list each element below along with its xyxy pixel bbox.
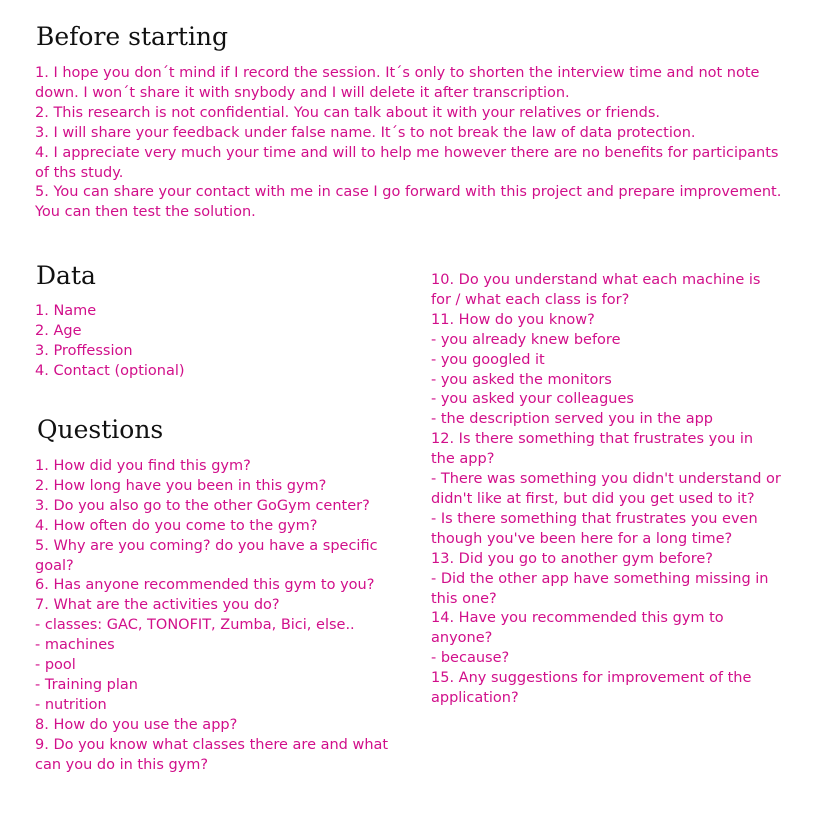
question-item: 13. Did you go to another gym before? [431, 550, 713, 567]
before-starting-item: 4. I appreciate very much your time and will to help me however there are no benefits for participants of ths study. [35, 144, 779, 181]
question-item: - you asked your colleagues [431, 391, 634, 408]
question-item: 8. How do you use the app? [35, 716, 238, 733]
question-item: 6. Has anyone recommended this gym to you? [35, 577, 375, 594]
data-item: 1. Name [35, 303, 97, 319]
question-item: 3. Do you also go to the other GoGym center? [35, 497, 370, 514]
question-item: 10. Do you understand what each machine is for / what each class is for? [431, 272, 761, 308]
question-item: - machines [35, 637, 115, 654]
question-item: - pool [35, 657, 76, 674]
before-starting-item: 5. You can share your contact with me in case I go forward with this project and prepare improvement. You can then test the solution. [35, 184, 782, 221]
before-starting-list [35, 64, 795, 223]
question-item: 12. Is there something that frustrates you in the app? [431, 431, 754, 468]
question-item: - nutrition [35, 696, 107, 713]
question-item: 2. How long have you been in this gym? [35, 477, 327, 494]
question-item: 11. How do you know? [431, 311, 595, 328]
questions-list-column-1 [35, 457, 395, 776]
question-item: - you already knew before [431, 331, 621, 348]
question-item: - the description served you in the app [431, 411, 714, 428]
question-item: - you asked the monitors [431, 371, 612, 388]
question-item: - because? [431, 650, 510, 667]
data-item: 4. Contact (optional) [35, 362, 185, 379]
before-starting-item: 2. This research is not confidential. You can talk about it with your relatives or friends. [35, 104, 660, 121]
question-item: 14. Have you recommended this gym to anyone? [431, 610, 724, 647]
before-starting-item: 3. I will share your feedback under false name. It´s to not break the law of data protection. [35, 124, 696, 141]
data-list [35, 302, 395, 382]
question-item: 4. How often do you come to the gym? [35, 517, 318, 534]
question-item: 7. What are the activities you do? [35, 597, 280, 614]
questions-heading: Questions [37, 415, 164, 444]
question-item: 1. How did you find this gym? [35, 458, 251, 474]
data-item: 3. Proffession [35, 342, 133, 359]
data-item: 2. Age [35, 322, 82, 339]
questions-list-column-2 [431, 271, 781, 709]
question-item: - Training plan [35, 676, 138, 693]
data-heading: Data [36, 261, 96, 290]
question-item: - There was something you didn't understand or didn't like at first, but did you get used to it? [431, 471, 781, 507]
before-starting-item: 1. I hope you don´t mind if I record the session. It´s only to shorten the interview time and not note down. I won´t share it with snybody and I will delete it after transcription. [35, 65, 760, 101]
before-starting-heading: Before starting [36, 22, 229, 51]
question-item: - you googled it [431, 351, 545, 368]
question-item: 9. Do you know what classes there are and what can you do in this gym? [35, 736, 389, 773]
question-item: - Did the other app have something missing in this one? [431, 570, 769, 607]
question-item: 5. Why are you coming? do you have a specific goal? [35, 537, 378, 574]
question-item: - classes: GAC, TONOFIT, Zumba, Bici, else.. [35, 617, 355, 634]
question-item: - Is there something that frustrates you even though you've been here for a long time? [431, 510, 758, 547]
question-item: 15. Any suggestions for improvement of the application? [431, 670, 752, 707]
